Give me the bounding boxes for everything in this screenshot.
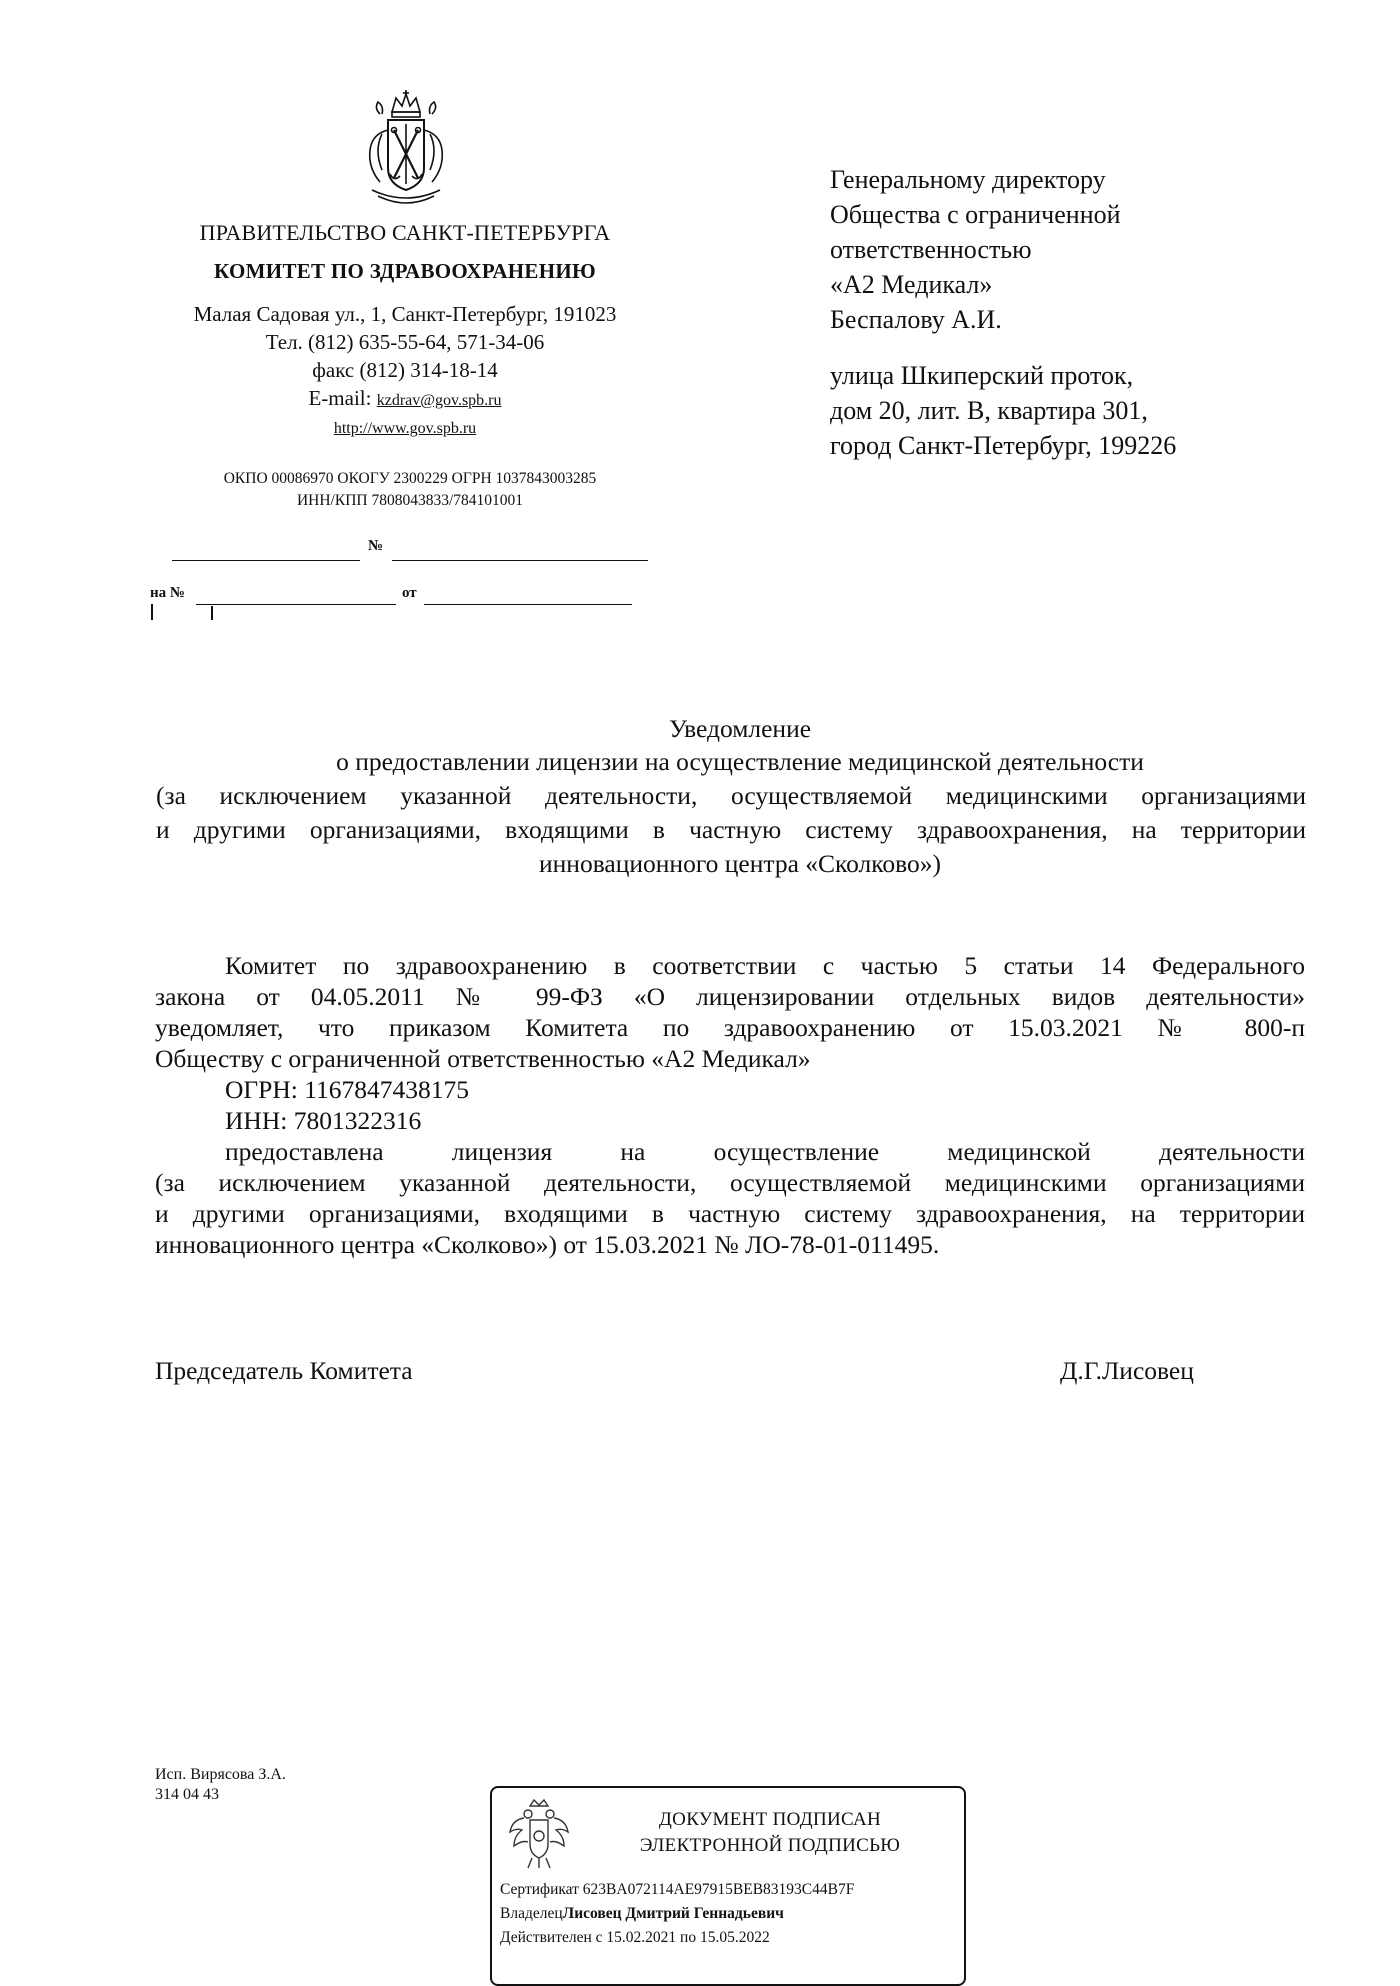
body-line: и другими организациями, входящими в частную систему здравоохранения, на территории xyxy=(155,1199,1305,1228)
license-number-line: инновационного центра «Сколково») от 15.03.2021 № ЛО-78-01-011495. xyxy=(155,1230,940,1259)
body-line: (за исключением указанной деятельности, осуществляемой медицинскими организациями xyxy=(155,1168,1305,1197)
committee-phone: Тел. (812) 635-55-64, 571-34-06 xyxy=(265,330,545,354)
owner-name: Лисовец Дмитрий Геннадьевич xyxy=(562,1905,784,1922)
st-petersburg-coat-of-arms xyxy=(360,90,452,210)
body-line: закона от 04.05.2011 № 99-ФЗ «О лицензировании отдельных видов деятельности» xyxy=(155,982,1305,1011)
notification-body xyxy=(155,950,1305,1260)
signatory-name: Д.Г.Лисовец xyxy=(1060,1356,1194,1385)
reference-date-field xyxy=(424,604,632,605)
body-line: Обществу с ограниченной ответственностью «А2 Медикал» xyxy=(155,1044,811,1073)
from-label: от xyxy=(402,585,417,601)
addressee-address xyxy=(830,358,1350,463)
addressee-line: ответственностью xyxy=(830,235,1032,264)
committee-name: КОМИТЕТ ПО ЗДРАВООХРАНЕНИЮ xyxy=(214,259,596,283)
inn-line: ИНН: 7801322316 xyxy=(225,1106,422,1135)
address-line: город Санкт-Петербург, 199226 xyxy=(830,431,1177,460)
outgoing-date-field xyxy=(172,560,360,561)
reference-label: на № xyxy=(150,585,185,601)
double-headed-eagle-icon xyxy=(508,1798,570,1870)
government-name: ПРАВИТЕЛЬСТВО САНКТ-ПЕТЕРБУРГА xyxy=(199,220,611,245)
corner-mark-left xyxy=(151,604,153,620)
esign-title xyxy=(600,1807,940,1859)
title-line: инновационного центра «Сколково») xyxy=(539,849,941,878)
committee-address: Малая Садовая ул., 1, Санкт-Петербург, 191023 xyxy=(193,302,617,326)
body-line: Комитет по здравоохранению в соответствии с частью 5 статьи 14 Федерального xyxy=(225,951,1305,980)
corner-mark-right xyxy=(211,606,213,620)
esign-title-line: ЭЛЕКТРОННОЙ ПОДПИСЬЮ xyxy=(639,1835,901,1856)
title-line: о предоставлении лицензии на осуществление медицинской деятельности xyxy=(336,747,1144,776)
email-link[interactable]: kzdrav@gov.spb.ru xyxy=(376,392,502,409)
owner-label: Владелец xyxy=(500,1905,563,1922)
outgoing-number-field xyxy=(392,560,648,561)
esign-validity: Действителен с 15.02.2021 по 15.05.2022 xyxy=(500,1929,770,1946)
body-line: предоставлена лицензия на осуществление медицинской деятельности xyxy=(225,1137,1305,1166)
committee-fax: факс (812) 314-18-14 xyxy=(312,358,498,382)
address-line: дом 20, лит. В, квартира 301, xyxy=(830,396,1148,425)
esign-owner xyxy=(500,1904,784,1924)
addressee-line: Общества с ограниченной xyxy=(830,200,1121,229)
reference-number-field xyxy=(196,604,396,605)
ogrn-line: ОГРН: 1167847438175 xyxy=(225,1075,470,1104)
executor-info xyxy=(155,1765,286,1805)
addressee-block xyxy=(830,162,1350,337)
certificate-number: 623BA072114AE97915BEB83193C44B7F xyxy=(582,1881,855,1898)
certificate-label: Сертификат xyxy=(500,1881,579,1898)
inn-kpp: ИНН/КПП 7808043833/784101001 xyxy=(296,492,524,509)
title-line: и другими организациями, входящими в частную систему здравоохранения, на территории xyxy=(156,815,1306,844)
addressee-line: Беспалову А.И. xyxy=(830,305,1002,334)
organization-codes xyxy=(150,468,670,512)
number-label: № xyxy=(368,538,384,554)
addressee-line: «А2 Медикал» xyxy=(830,270,993,299)
esign-certificate xyxy=(500,1880,854,1900)
address-line: улица Шкиперский проток, xyxy=(830,361,1134,390)
committee-email-row xyxy=(160,384,650,415)
website-link[interactable]: http://www.gov.spb.ru xyxy=(333,420,477,437)
esign-title-line: ДОКУМЕНТ ПОДПИСАН xyxy=(658,1809,882,1830)
okpo-okogu-ogrn: ОКПО 00086970 ОКОГУ 2300229 ОГРН 1037843003285 xyxy=(223,470,597,487)
document-heading: Уведомление xyxy=(668,714,812,743)
addressee-line: Генеральному директору xyxy=(830,165,1106,194)
body-line: уведомляет, что приказом Комитета по здравоохранению от 15.03.2021 № 800-п xyxy=(155,1013,1305,1042)
title-line: (за исключением указанной деятельности, осуществляемой медицинскими организациями xyxy=(156,781,1306,810)
executor-phone: 314 04 43 xyxy=(155,1786,219,1803)
executor-name: Исп. Вирясова З.А. xyxy=(155,1766,286,1783)
committee-contacts xyxy=(160,300,650,443)
signatory-position: Председатель Комитета xyxy=(155,1356,413,1385)
email-label: E-mail: xyxy=(308,386,372,410)
